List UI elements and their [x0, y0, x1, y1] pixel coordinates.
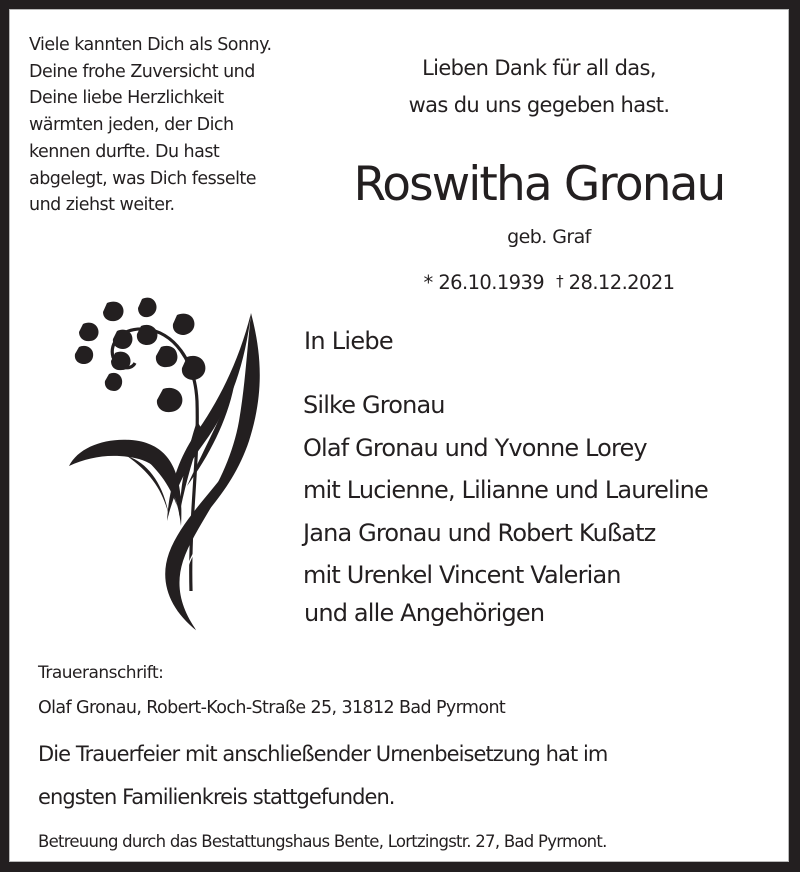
lily-of-the-valley-icon [69, 291, 279, 636]
poem-line: Deine liebe Herzlichkeit [29, 88, 224, 109]
poem-line: Viele kannten Dich als Sonny. [29, 35, 272, 55]
thanks-line: was du uns gegeben hast. [408, 93, 670, 117]
ceremony-line: engsten Familienkreis stattgefunden. [38, 785, 395, 809]
mourner-line: Silke Gronau [303, 391, 445, 419]
thanks-line: Lieben Dank für all das, [422, 56, 656, 80]
mourning-address: Olaf Gronau, Robert-Koch-Straße 25, 31812 Bad Pyrmont [38, 698, 506, 718]
mourner-line: Jana Gronau und Robert Kußatz [303, 518, 656, 547]
poem-line: kennen durfte. Du hast [29, 141, 220, 162]
mourners-list [303, 384, 708, 597]
obituary-notice [9, 9, 789, 862]
poem-line: und ziehst weiter. [29, 195, 175, 216]
deceased-name: Roswitha Gronau [353, 157, 725, 212]
birth-date: 26.10.1939 [438, 271, 545, 294]
mourners-intro: In Liebe [304, 327, 393, 355]
funeral-home-note: Betreuung durch das Bestattungshaus Bente, Lortzingstr. 27, Bad Pyrmont. [38, 832, 607, 851]
mourners-closing: und alle Angehörigen [304, 599, 545, 627]
ceremony-line: Die Trauerfeier mit anschließender Urnenbeisetzung hat im [38, 742, 608, 766]
mourner-line: mit Lucienne, Lilianne und Laureline [303, 476, 708, 504]
poem-line: wärmten jeden, der Dich [29, 115, 234, 136]
life-dates [369, 267, 729, 297]
mourner-line: Olaf Gronau und Yvonne Lorey [303, 433, 647, 462]
mourner-line: mit Urenkel Vincent Valerian [303, 561, 621, 589]
death-cross-icon: † [556, 272, 564, 290]
maiden-name: geb. Graf [507, 226, 591, 248]
death-date: 28.12.2021 [568, 271, 675, 294]
thanks-quote [339, 50, 739, 124]
poem-line: abgelegt, was Dich fesselte [29, 168, 257, 189]
ceremony-note [38, 733, 607, 819]
poem-line: Deine frohe Zuversicht und [29, 61, 255, 82]
mourning-address-label: Traueranschrift: [38, 663, 164, 683]
memorial-poem [29, 32, 272, 219]
birth-star-icon: * [423, 271, 433, 294]
